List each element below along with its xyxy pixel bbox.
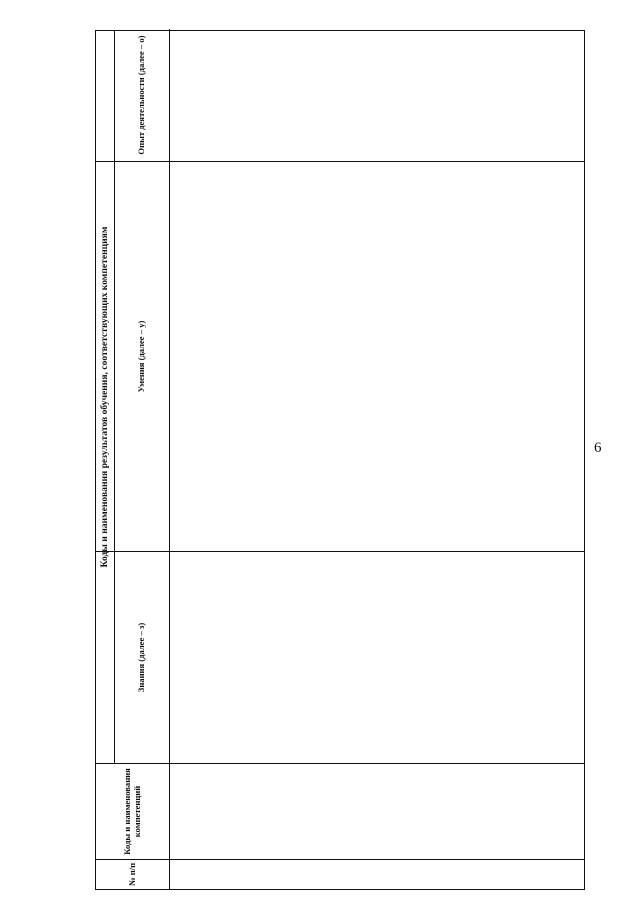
header-number: № п/п: [96, 860, 170, 889]
header-skills: Умения (далее – у): [114, 162, 170, 551]
column-competency-code: [96, 763, 584, 859]
column-experience: [96, 29, 584, 161]
column-number: [96, 859, 584, 889]
table-title: Коды и наименования результатов обучения, соответствующих компетенциям: [96, 31, 115, 763]
column-knowledge: [96, 551, 584, 763]
column-skills: [96, 161, 584, 551]
competency-table: [95, 30, 585, 890]
header-experience: Опыт деятельности (далее – о): [114, 29, 170, 161]
header-competency-code: Коды и наименования компетенций: [96, 764, 170, 859]
header-knowledge: Знания (далее – з): [114, 552, 170, 763]
document-sheet: [95, 30, 585, 890]
page-number: 6: [594, 440, 602, 456]
